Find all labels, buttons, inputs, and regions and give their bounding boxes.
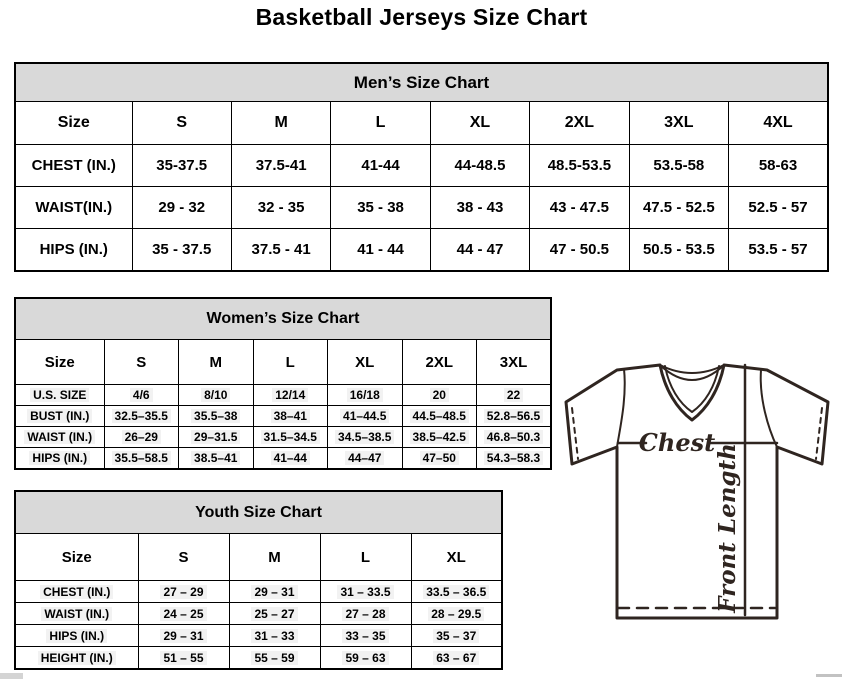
- row-label-hips-in: HIPS (IN.): [15, 229, 132, 272]
- size-value-cell: 44–47: [328, 448, 403, 470]
- size-value-cell: 47–50: [402, 448, 477, 470]
- size-value-cell: 38 - 43: [430, 187, 529, 229]
- size-value-cell: 35 - 38: [331, 187, 430, 229]
- youth-size-table: [14, 490, 503, 670]
- column-header-size: Size: [15, 102, 132, 145]
- size-value-cell: 63 – 67: [411, 647, 502, 670]
- row-label-waist-in: WAIST (IN.): [15, 603, 138, 625]
- size-value-cell: 31 – 33: [229, 625, 320, 647]
- table-section-title: Men’s Size Chart: [15, 63, 828, 102]
- column-header-l: L: [331, 102, 430, 145]
- row-label-bust-in: BUST (IN.): [15, 406, 104, 427]
- column-header-size: Size: [15, 340, 104, 385]
- size-value-cell: 44 - 47: [430, 229, 529, 272]
- size-value-cell: 35-37.5: [132, 145, 231, 187]
- horizontal-scrollbar-thumb[interactable]: [0, 673, 23, 679]
- row-label-hips-in: HIPS (IN.): [15, 448, 104, 470]
- size-value-cell: 29 – 31: [229, 581, 320, 603]
- page-title: Basketball Jerseys Size Chart: [255, 4, 588, 30]
- column-header-s: S: [132, 102, 231, 145]
- row-label-waist-in: WAIST (IN.): [15, 427, 104, 448]
- row-label-chest-in: CHEST (IN.): [15, 145, 132, 187]
- size-value-cell: 53.5 - 57: [729, 229, 828, 272]
- column-header-xl: XL: [430, 102, 529, 145]
- size-value-cell: 48.5-53.5: [530, 145, 629, 187]
- size-value-cell: 47 - 50.5: [530, 229, 629, 272]
- size-value-cell: 50.5 - 53.5: [629, 229, 728, 272]
- size-value-cell: 53.5-58: [629, 145, 728, 187]
- column-header-3xl: 3XL: [629, 102, 728, 145]
- table-section-title: Women’s Size Chart: [15, 298, 551, 340]
- size-value-cell: 29 – 31: [138, 625, 229, 647]
- chest-label: Chest: [638, 428, 716, 457]
- size-value-cell: 33.5 – 36.5: [411, 581, 502, 603]
- column-header-s: S: [138, 534, 229, 581]
- size-value-cell: 41–44: [253, 448, 328, 470]
- size-value-cell: 28 – 29.5: [411, 603, 502, 625]
- size-value-cell: 43 - 47.5: [530, 187, 629, 229]
- size-value-cell: 29 - 32: [132, 187, 231, 229]
- size-value-cell: 58-63: [729, 145, 828, 187]
- front-length-label: Front Length: [714, 443, 741, 613]
- column-header-m: M: [231, 102, 330, 145]
- column-header-2xl: 2XL: [402, 340, 477, 385]
- column-header-s: S: [104, 340, 179, 385]
- size-value-cell: 38.5–41: [179, 448, 254, 470]
- size-value-cell: 41 - 44: [331, 229, 430, 272]
- size-value-cell: 31.5–34.5: [253, 427, 328, 448]
- column-header-m: M: [229, 534, 320, 581]
- mens-size-table: [14, 62, 829, 272]
- column-header-3xl: 3XL: [477, 340, 552, 385]
- size-value-cell: 29–31.5: [179, 427, 254, 448]
- column-header-xl: XL: [328, 340, 403, 385]
- column-header-l: L: [320, 534, 411, 581]
- size-value-cell: 55 – 59: [229, 647, 320, 670]
- size-value-cell: 26–29: [104, 427, 179, 448]
- size-value-cell: 8/10: [179, 385, 254, 406]
- size-value-cell: 16/18: [328, 385, 403, 406]
- vertical-scrollbar-fragment[interactable]: [816, 674, 842, 677]
- size-value-cell: 37.5-41: [231, 145, 330, 187]
- size-value-cell: 22: [477, 385, 552, 406]
- size-value-cell: 27 – 28: [320, 603, 411, 625]
- size-value-cell: 46.8–50.3: [477, 427, 552, 448]
- size-value-cell: 37.5 - 41: [231, 229, 330, 272]
- row-label-chest-in: CHEST (IN.): [15, 581, 138, 603]
- row-label-waist-in: WAIST(IN.): [15, 187, 132, 229]
- row-label-u-s-size: U.S. SIZE: [15, 385, 104, 406]
- column-header-m: M: [179, 340, 254, 385]
- womens-size-table: [14, 297, 552, 470]
- size-value-cell: 35 - 37.5: [132, 229, 231, 272]
- size-value-cell: 35.5–58.5: [104, 448, 179, 470]
- row-label-hips-in: HIPS (IN.): [15, 625, 138, 647]
- size-value-cell: 4/6: [104, 385, 179, 406]
- size-value-cell: 32.5–35.5: [104, 406, 179, 427]
- size-value-cell: 52.5 - 57: [729, 187, 828, 229]
- jersey-diagram: [558, 356, 842, 628]
- jersey-outline: [566, 365, 828, 618]
- size-value-cell: 35.5–38: [179, 406, 254, 427]
- table-section-title: Youth Size Chart: [15, 491, 502, 534]
- size-value-cell: 33 – 35: [320, 625, 411, 647]
- size-value-cell: 38–41: [253, 406, 328, 427]
- size-value-cell: 35 – 37: [411, 625, 502, 647]
- size-value-cell: 47.5 - 52.5: [629, 187, 728, 229]
- size-value-cell: 31 – 33.5: [320, 581, 411, 603]
- size-value-cell: 44-48.5: [430, 145, 529, 187]
- size-value-cell: 41-44: [331, 145, 430, 187]
- size-value-cell: 34.5–38.5: [328, 427, 403, 448]
- size-value-cell: 59 – 63: [320, 647, 411, 670]
- size-value-cell: 41–44.5: [328, 406, 403, 427]
- column-header-size: Size: [15, 534, 138, 581]
- column-header-2xl: 2XL: [530, 102, 629, 145]
- size-value-cell: 25 – 27: [229, 603, 320, 625]
- row-label-height-in: HEIGHT (IN.): [15, 647, 138, 670]
- size-value-cell: 32 - 35: [231, 187, 330, 229]
- size-value-cell: 27 – 29: [138, 581, 229, 603]
- size-value-cell: 51 – 55: [138, 647, 229, 670]
- column-header-l: L: [253, 340, 328, 385]
- size-value-cell: 24 – 25: [138, 603, 229, 625]
- size-value-cell: 44.5–48.5: [402, 406, 477, 427]
- column-header-4xl: 4XL: [729, 102, 828, 145]
- size-value-cell: 52.8–56.5: [477, 406, 552, 427]
- column-header-xl: XL: [411, 534, 502, 581]
- size-value-cell: 38.5–42.5: [402, 427, 477, 448]
- size-value-cell: 54.3–58.3: [477, 448, 552, 470]
- size-value-cell: 12/14: [253, 385, 328, 406]
- size-value-cell: 20: [402, 385, 477, 406]
